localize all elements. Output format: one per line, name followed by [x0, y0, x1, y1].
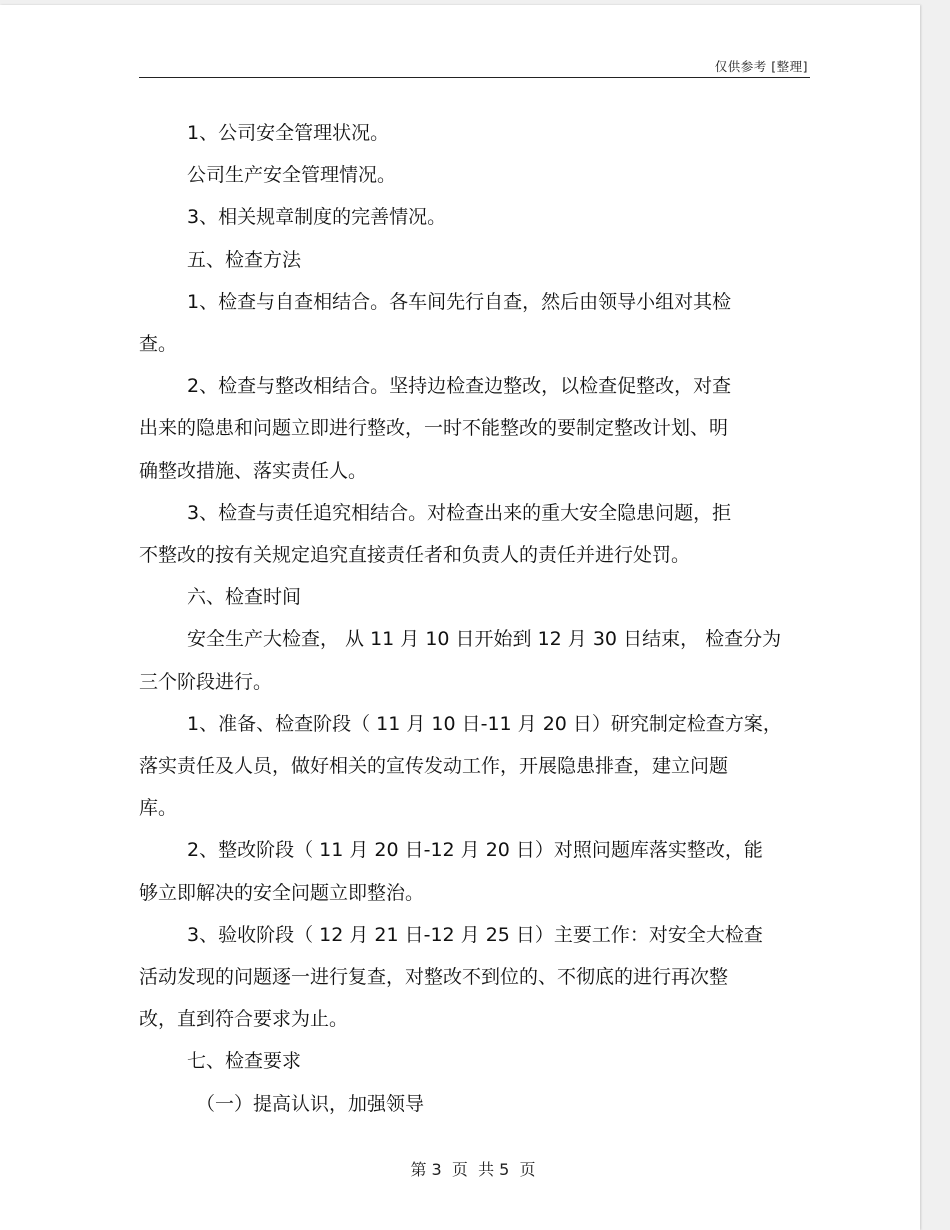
body-line-21: 活动发现的问题逐一进行复查，对整改不到位的、不彻底的进行再次整	[139, 966, 729, 989]
body-line-3: 3、相关规章制度的完善情况。	[187, 206, 447, 229]
body-line-13: 安全生产大检查， 从 11 月 10 日开始到 12 月 30 日结束， 检查分为	[187, 628, 782, 651]
body-line-7: 2、检查与整改相结合。坚持边检查边整改，以检查促整改，对查	[187, 375, 732, 398]
body-line-10: 3、检查与责任追究相结合。对检查出来的重大安全隐患问题，拒	[187, 501, 732, 524]
header-note: 仅供参考 [整理]	[714, 59, 808, 74]
body-line-15: 1、准备、检查阶段（ 11 月 10 日-11 月 20 日）研究制定检查方案，	[187, 712, 782, 735]
body-line-6: 查。	[139, 333, 178, 356]
body-line-1: 1、公司安全管理状况。	[187, 122, 390, 144]
section-heading-6: 六、检查时间	[187, 586, 302, 609]
section-heading-7: 七、检查要求	[187, 1050, 302, 1073]
body-line-17: 库。	[139, 797, 178, 820]
subsection-heading-1: （一）提高认识，加强领导	[196, 1092, 425, 1115]
body-line-19: 够立即解决的安全问题立即整治。	[139, 881, 425, 904]
body-line-8: 出来的隐患和问题立即进行整改，一时不能整改的要制定整改计划、明	[139, 417, 729, 440]
body-line-5: 1、检查与自查相结合。各车间先行自查，然后由领导小组对其检	[187, 290, 732, 313]
header-divider	[139, 77, 810, 78]
body-line-14: 三个阶段进行。	[139, 670, 273, 693]
section-heading-5: 五、检查方法	[187, 248, 302, 271]
page-footer	[0, 1157, 946, 1180]
body-line-20: 3、验收阶段（ 12 月 21 日-12 月 25 日）主要工作：对安全大检查	[187, 923, 763, 946]
body-line-11: 不整改的按有关规定追究直接责任者和负责人的责任并进行处罚。	[139, 544, 691, 567]
body-line-2: 公司生产安全管理情况。	[187, 164, 397, 187]
body-line-9: 确整改措施、落实责任人。	[139, 459, 368, 482]
body-line-16: 落实责任及人员，做好相关的宣传发动工作，开展隐患排查，建立问题	[139, 755, 729, 778]
body-line-22: 改，直到符合要求为止。	[139, 1008, 349, 1031]
document-body	[139, 112, 810, 1125]
body-line-18: 2、整改阶段（ 11 月 20 日-12 月 20 日）对照问题库落实整改，能	[187, 839, 763, 862]
page-number-label: 第 3 页 共 5 页	[410, 1160, 536, 1179]
document-page	[0, 5, 920, 1230]
